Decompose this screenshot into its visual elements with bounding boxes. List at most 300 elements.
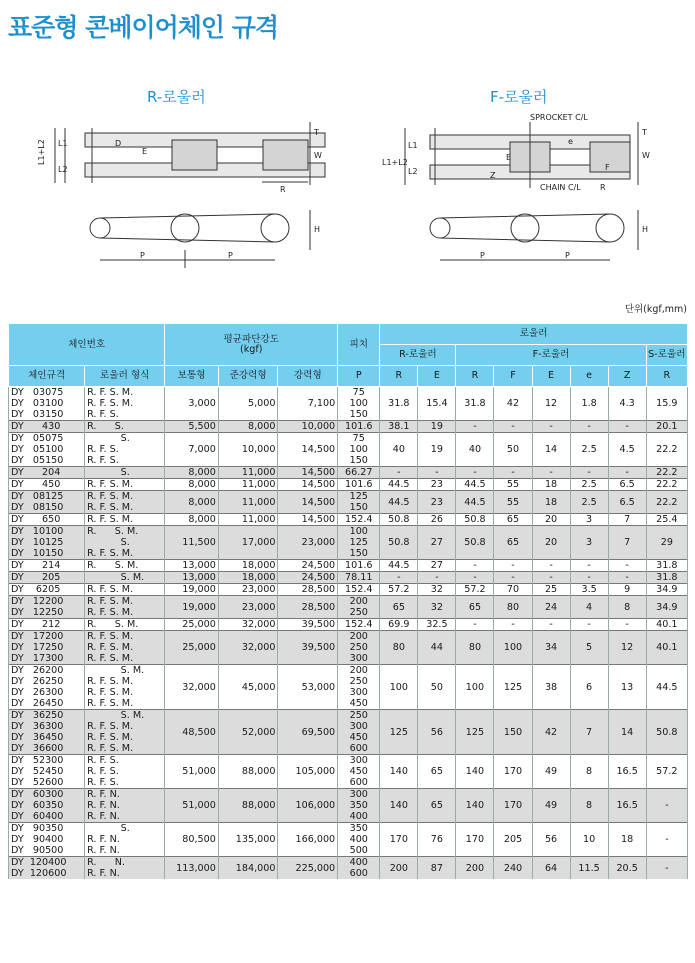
cell-medium: 23,000	[218, 596, 278, 619]
cell-fF: 125	[494, 665, 532, 710]
label-e: E	[142, 147, 148, 156]
f-roller-diagram	[380, 110, 680, 280]
cell-fE: -	[532, 421, 570, 433]
cell-type: S. M.	[85, 572, 165, 584]
table-row	[9, 491, 688, 514]
cell-type: S. R. F. S. R. F. S.	[85, 433, 165, 467]
cell-rR: 31.8	[380, 387, 418, 421]
cell-rE: 56	[418, 710, 456, 755]
cell-rR: 140	[380, 755, 418, 789]
cell-sR: 31.8	[646, 560, 687, 572]
cell-normal: 8,000	[165, 467, 218, 479]
cell-fZ: -	[608, 421, 646, 433]
unit-label: 단위(kgf,mm)	[624, 304, 687, 315]
header-r-e: E	[418, 366, 456, 387]
cell-rE: -	[418, 572, 456, 584]
cell-fZ: 4.5	[608, 433, 646, 467]
label-z: Z	[490, 171, 496, 180]
cell-spec: DY 36250 DY 36300 DY 36450 DY 36600	[9, 710, 85, 755]
cell-normal: 80,500	[165, 823, 218, 857]
label-l1: L1	[58, 139, 68, 148]
table-row	[9, 584, 688, 596]
cell-fF: 205	[494, 823, 532, 857]
cell-strong: 14,500	[278, 433, 338, 467]
cell-rR: -	[380, 572, 418, 584]
cell-sR: 25.4	[646, 514, 687, 526]
label-d: D	[115, 139, 122, 148]
cell-rE: 32	[418, 596, 456, 619]
cell-spec: DY 450	[9, 479, 85, 491]
header-s-r: R	[646, 366, 687, 387]
cell-sR: 50.8	[646, 710, 687, 755]
cell-pitch: 101.6	[338, 560, 380, 572]
cell-fe: 2.5	[570, 491, 608, 514]
header-strong: 강력형	[278, 366, 338, 387]
cell-fZ: 13	[608, 665, 646, 710]
cell-fe: -	[570, 467, 608, 479]
cell-type: R. S. M.	[85, 560, 165, 572]
cell-normal: 19,000	[165, 584, 218, 596]
cell-pitch: 152.4	[338, 514, 380, 526]
cell-fR: 31.8	[456, 387, 494, 421]
cell-medium: 32,000	[218, 619, 278, 631]
cell-strong: 39,500	[278, 631, 338, 665]
cell-fZ: -	[608, 560, 646, 572]
cell-fE: 18	[532, 491, 570, 514]
table-row	[9, 823, 688, 857]
label-l1l2: L1+L2	[37, 139, 46, 165]
cell-sR: 44.5	[646, 665, 687, 710]
cell-fZ: 8	[608, 596, 646, 619]
cell-fZ: 9	[608, 584, 646, 596]
label-r-h: H	[642, 225, 649, 234]
cell-strong: 14,500	[278, 514, 338, 526]
cell-fe: 2.5	[570, 433, 608, 467]
cell-fe: 8	[570, 789, 608, 823]
cell-rE: 23	[418, 491, 456, 514]
label-r: R	[280, 185, 286, 194]
cell-type: S.	[85, 467, 165, 479]
cell-fR: 170	[456, 823, 494, 857]
cell-fE: 20	[532, 526, 570, 560]
cell-type: R. F. S. M. R. F. S. M.	[85, 596, 165, 619]
cell-fe: -	[570, 619, 608, 631]
cell-pitch: 200 250 300 450	[338, 665, 380, 710]
cell-fe: 8	[570, 755, 608, 789]
cell-fe: 5	[570, 631, 608, 665]
label-r-r: R	[600, 183, 606, 192]
header-r-r: R	[380, 366, 418, 387]
cell-fZ: 6.5	[608, 479, 646, 491]
r-roller-diagram-title: R-로울러	[147, 88, 206, 106]
cell-strong: 105,000	[278, 755, 338, 789]
cell-fF: 42	[494, 387, 532, 421]
cell-normal: 32,000	[165, 665, 218, 710]
r-roller-diagram	[30, 110, 330, 280]
cell-medium: 184,000	[218, 857, 278, 880]
cell-sR: 22.2	[646, 467, 687, 479]
cell-fZ: 12	[608, 631, 646, 665]
header-f-roller: F-로울러	[456, 345, 646, 366]
cell-rE: 32	[418, 584, 456, 596]
header-roller-type: 로울러 형식	[85, 366, 165, 387]
cell-fZ: 6.5	[608, 491, 646, 514]
cell-spec: DY 90350 DY 90400 DY 90500	[9, 823, 85, 857]
table-row	[9, 560, 688, 572]
cell-pitch: 66.27	[338, 467, 380, 479]
cell-rE: 15.4	[418, 387, 456, 421]
cell-sR: 22.2	[646, 491, 687, 514]
cell-strong: 28,500	[278, 596, 338, 619]
cell-normal: 3,000	[165, 387, 218, 421]
cell-spec: DY 6205	[9, 584, 85, 596]
header-strength: 평균파단강도 (kgf)	[165, 324, 338, 366]
cell-medium: 52,000	[218, 710, 278, 755]
cell-fR: 44.5	[456, 491, 494, 514]
cell-type: R. N. R. F. N.	[85, 857, 165, 880]
table-row	[9, 619, 688, 631]
cell-fE: 49	[532, 789, 570, 823]
cell-medium: 11,000	[218, 479, 278, 491]
cell-spec: DY 52300 DY 52450 DY 52600	[9, 755, 85, 789]
cell-fe: 3.5	[570, 584, 608, 596]
f-roller-diagram-title: F-로울러	[490, 88, 548, 106]
cell-rR: 57.2	[380, 584, 418, 596]
cell-type: S. M. R. F. S. M. R. F. S. M. R. F. S. M.	[85, 665, 165, 710]
cell-fF: -	[494, 560, 532, 572]
cell-spec: DY 17200 DY 17250 DY 17300	[9, 631, 85, 665]
cell-fR: 50.8	[456, 526, 494, 560]
cell-fF: -	[494, 619, 532, 631]
cell-rR: 44.5	[380, 479, 418, 491]
cell-type: S. M. R. F. S. M. R. F. S. M. R. F. S. M.	[85, 710, 165, 755]
cell-fe: -	[570, 421, 608, 433]
cell-fe: -	[570, 572, 608, 584]
cell-pitch: 250 300 450 600	[338, 710, 380, 755]
cell-pitch: 200 250 300	[338, 631, 380, 665]
cell-strong: 166,000	[278, 823, 338, 857]
cell-fe: -	[570, 560, 608, 572]
cell-fR: -	[456, 467, 494, 479]
cell-fF: 170	[494, 755, 532, 789]
cell-normal: 8,000	[165, 514, 218, 526]
label-t: T	[314, 128, 319, 137]
cell-fR: -	[456, 421, 494, 433]
cell-fR: 80	[456, 631, 494, 665]
header-r-roller: R-로울러	[380, 345, 456, 366]
cell-normal: 48,500	[165, 710, 218, 755]
cell-spec: DY 12200 DY 12250	[9, 596, 85, 619]
cell-pitch: 125 150	[338, 491, 380, 514]
cell-fE: -	[532, 572, 570, 584]
cell-rE: 19	[418, 433, 456, 467]
cell-medium: 88,000	[218, 755, 278, 789]
cell-fZ: 7	[608, 514, 646, 526]
cell-pitch: 400 600	[338, 857, 380, 880]
header-f-f: F	[494, 366, 532, 387]
cell-rE: 65	[418, 789, 456, 823]
cell-medium: 45,000	[218, 665, 278, 710]
table-row	[9, 433, 688, 467]
cell-medium: 11,000	[218, 491, 278, 514]
cell-normal: 8,000	[165, 479, 218, 491]
cell-type: R. S. M.	[85, 619, 165, 631]
cell-fR: 65	[456, 596, 494, 619]
label-chain: CHAIN C/L	[540, 183, 581, 192]
cell-normal: 13,000	[165, 560, 218, 572]
cell-fR: -	[456, 572, 494, 584]
cell-fF: 50	[494, 433, 532, 467]
cell-strong: 39,500	[278, 619, 338, 631]
cell-fR: 140	[456, 755, 494, 789]
cell-rR: -	[380, 467, 418, 479]
cell-pitch: 101.6	[338, 421, 380, 433]
table-row	[9, 789, 688, 823]
cell-fF: 70	[494, 584, 532, 596]
cell-spec: DY 204	[9, 467, 85, 479]
cell-medium: 11,000	[218, 514, 278, 526]
cell-sR: 22.2	[646, 479, 687, 491]
cell-strong: 106,000	[278, 789, 338, 823]
header-s-roller: S-로울러	[646, 345, 687, 366]
cell-type: R. F. N. R. F. N. R. F. N.	[85, 789, 165, 823]
cell-medium: 10,000	[218, 433, 278, 467]
cell-sR: -	[646, 857, 687, 880]
cell-rE: -	[418, 467, 456, 479]
cell-fR: 40	[456, 433, 494, 467]
cell-type: R. S. M. S. R. F. S. M.	[85, 526, 165, 560]
cell-fe: 4	[570, 596, 608, 619]
cell-strong: 28,500	[278, 584, 338, 596]
header-pitch: 피치	[338, 324, 380, 366]
cell-spec: DY 03075 DY 03100 DY 03150	[9, 387, 85, 421]
cell-strong: 14,500	[278, 467, 338, 479]
cell-rR: 69.9	[380, 619, 418, 631]
cell-strong: 10,000	[278, 421, 338, 433]
cell-strong: 14,500	[278, 479, 338, 491]
cell-medium: 8,000	[218, 421, 278, 433]
cell-fe: 3	[570, 514, 608, 526]
cell-pitch: 200 250	[338, 596, 380, 619]
cell-fF: 65	[494, 514, 532, 526]
cell-sR: 29	[646, 526, 687, 560]
table-row	[9, 572, 688, 584]
cell-fE: 24	[532, 596, 570, 619]
cell-pitch: 350 400 500	[338, 823, 380, 857]
cell-fZ: 7	[608, 526, 646, 560]
label-p2: P	[228, 251, 233, 260]
label-f: F	[605, 163, 610, 172]
header-p: P	[338, 366, 380, 387]
header-chain-no: 체인번호	[9, 324, 165, 366]
cell-normal: 8,000	[165, 491, 218, 514]
cell-fR: 100	[456, 665, 494, 710]
cell-normal: 13,000	[165, 572, 218, 584]
label-r-w: W	[642, 151, 650, 160]
cell-medium: 23,000	[218, 584, 278, 596]
cell-rR: 40	[380, 433, 418, 467]
cell-fF: 170	[494, 789, 532, 823]
cell-pitch: 78.11	[338, 572, 380, 584]
cell-strong: 24,500	[278, 572, 338, 584]
cell-type: R. F. S. M.	[85, 584, 165, 596]
cell-fZ: 18	[608, 823, 646, 857]
spec-table	[8, 323, 688, 879]
label-r-l2: L2	[408, 167, 418, 176]
label-w: W	[314, 151, 322, 160]
page-title: 표준형 콘베이어체인 규격	[8, 13, 279, 42]
cell-sR: -	[646, 789, 687, 823]
cell-rE: 76	[418, 823, 456, 857]
cell-sR: 34.9	[646, 596, 687, 619]
cell-pitch: 101.6	[338, 479, 380, 491]
cell-spec: DY 26200 DY 26250 DY 26300 DY 26450	[9, 665, 85, 710]
cell-rR: 125	[380, 710, 418, 755]
cell-rE: 19	[418, 421, 456, 433]
cell-sR: 34.9	[646, 584, 687, 596]
cell-fF: 80	[494, 596, 532, 619]
cell-fZ: 16.5	[608, 755, 646, 789]
cell-normal: 5,500	[165, 421, 218, 433]
cell-rR: 170	[380, 823, 418, 857]
cell-type: R. F. S. M. R. F. S. M. R. F. S. M.	[85, 631, 165, 665]
cell-type: S. R. F. N. R. F. N.	[85, 823, 165, 857]
table-row	[9, 526, 688, 560]
cell-fE: 25	[532, 584, 570, 596]
cell-fZ: -	[608, 572, 646, 584]
cell-normal: 113,000	[165, 857, 218, 880]
cell-rR: 50.8	[380, 526, 418, 560]
table-row	[9, 421, 688, 433]
cell-fe: 3	[570, 526, 608, 560]
cell-rR: 44.5	[380, 560, 418, 572]
table-row	[9, 387, 688, 421]
cell-rR: 80	[380, 631, 418, 665]
label-r-e: E	[506, 153, 512, 162]
cell-fR: 57.2	[456, 584, 494, 596]
cell-fR: 44.5	[456, 479, 494, 491]
header-normal: 보통형	[165, 366, 218, 387]
cell-fe: 11.5	[570, 857, 608, 880]
label-r-p1: P	[480, 251, 485, 260]
cell-type: R. F. S. M.	[85, 479, 165, 491]
cell-normal: 11,500	[165, 526, 218, 560]
cell-medium: 5,000	[218, 387, 278, 421]
table-row	[9, 755, 688, 789]
cell-strong: 23,000	[278, 526, 338, 560]
cell-strong: 69,500	[278, 710, 338, 755]
cell-medium: 17,000	[218, 526, 278, 560]
cell-type: R. F. S. M.	[85, 514, 165, 526]
cell-rE: 26	[418, 514, 456, 526]
cell-rE: 23	[418, 479, 456, 491]
cell-fE: -	[532, 560, 570, 572]
cell-fR: 50.8	[456, 514, 494, 526]
cell-fE: 64	[532, 857, 570, 880]
cell-fE: 18	[532, 479, 570, 491]
cell-normal: 19,000	[165, 596, 218, 619]
label-sprocket: SPROCKET C/L	[530, 113, 588, 122]
cell-medium: 11,000	[218, 467, 278, 479]
cell-medium: 88,000	[218, 789, 278, 823]
cell-fE: 14	[532, 433, 570, 467]
header-spec: 체인규격	[9, 366, 85, 387]
cell-fE: -	[532, 619, 570, 631]
cell-strong: 24,500	[278, 560, 338, 572]
cell-type: R. F. S. M. R. F. S. M. R. F. S.	[85, 387, 165, 421]
cell-fR: -	[456, 619, 494, 631]
header-f-e-small: e	[570, 366, 608, 387]
header-medium: 준강력형	[218, 366, 278, 387]
label-p1: P	[140, 251, 145, 260]
label-r-l1l2: L1+L2	[382, 158, 408, 167]
cell-rE: 27	[418, 526, 456, 560]
cell-rE: 65	[418, 755, 456, 789]
cell-fZ: 4.3	[608, 387, 646, 421]
cell-fF: 100	[494, 631, 532, 665]
cell-fe: 10	[570, 823, 608, 857]
cell-fF: 55	[494, 491, 532, 514]
cell-strong: 225,000	[278, 857, 338, 880]
cell-sR: 22.2	[646, 433, 687, 467]
cell-rR: 140	[380, 789, 418, 823]
cell-pitch: 75 100 150	[338, 433, 380, 467]
cell-spec: DY 430	[9, 421, 85, 433]
table-row	[9, 857, 688, 880]
cell-fR: -	[456, 560, 494, 572]
table-row	[9, 596, 688, 619]
cell-spec: DY 10100 DY 10125 DY 10150	[9, 526, 85, 560]
cell-strong: 53,000	[278, 665, 338, 710]
cell-rR: 65	[380, 596, 418, 619]
cell-pitch: 300 350 400	[338, 789, 380, 823]
table-row	[9, 467, 688, 479]
cell-normal: 25,000	[165, 619, 218, 631]
cell-fF: 150	[494, 710, 532, 755]
cell-medium: 32,000	[218, 631, 278, 665]
cell-spec: DY 650	[9, 514, 85, 526]
cell-fR: 200	[456, 857, 494, 880]
cell-rR: 200	[380, 857, 418, 880]
cell-sR: 15.9	[646, 387, 687, 421]
cell-sR: 31.8	[646, 572, 687, 584]
cell-rE: 50	[418, 665, 456, 710]
cell-rE: 87	[418, 857, 456, 880]
cell-fe: 2.5	[570, 479, 608, 491]
cell-fE: 20	[532, 514, 570, 526]
cell-fe: 1.8	[570, 387, 608, 421]
cell-spec: DY 212	[9, 619, 85, 631]
cell-pitch: 300 450 600	[338, 755, 380, 789]
cell-strong: 7,100	[278, 387, 338, 421]
table-row	[9, 631, 688, 665]
cell-spec: DY 05075 DY 05100 DY 05150	[9, 433, 85, 467]
cell-sR: 40.1	[646, 619, 687, 631]
cell-fZ: 20.5	[608, 857, 646, 880]
table-row	[9, 710, 688, 755]
cell-fF: -	[494, 421, 532, 433]
cell-sR: -	[646, 823, 687, 857]
cell-spec: DY 60300 DY 60350 DY 60400	[9, 789, 85, 823]
cell-fZ: -	[608, 619, 646, 631]
cell-fF: -	[494, 572, 532, 584]
cell-pitch: 75 100 150	[338, 387, 380, 421]
cell-medium: 18,000	[218, 572, 278, 584]
cell-rR: 50.8	[380, 514, 418, 526]
cell-fe: 6	[570, 665, 608, 710]
cell-type: R. S.	[85, 421, 165, 433]
cell-rE: 32.5	[418, 619, 456, 631]
